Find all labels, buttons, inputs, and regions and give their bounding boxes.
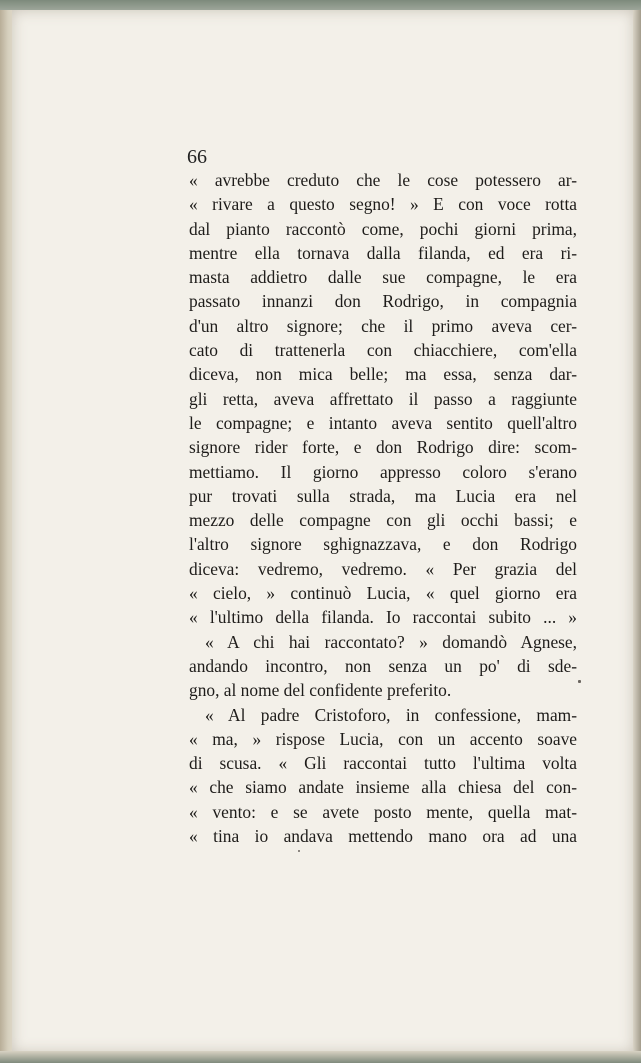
text-line: le compagne; e intanto aveva sentito quell'altro <box>189 412 577 433</box>
text-line: diceva, non mica belle; ma essa, senza dar- <box>189 364 577 385</box>
text-line: di scusa. « Gli raccontai tutto l'ultima volta <box>189 753 577 774</box>
paper-speck <box>298 850 300 852</box>
text-line: mentre ella tornava dalla filanda, ed era ri- <box>189 242 577 263</box>
text-line: « vento: e se avete posto mente, quella mat- <box>189 801 577 822</box>
text-line: « A chi hai raccontato? » domandò Agnese, <box>205 631 577 652</box>
text-line: l'altro signore sghignazzava, e don Rodrigo <box>189 534 577 555</box>
text-line: diceva: vedremo, vedremo. « Per grazia del <box>189 558 577 579</box>
text-line: « che siamo andate insieme alla chiesa del con- <box>189 777 577 798</box>
text-line: mezzo delle compagne con gli occhi bassi; e <box>189 510 577 531</box>
text-line: « avrebbe creduto che le cose potessero ar- <box>189 170 577 190</box>
page-number: 66 <box>187 146 207 168</box>
text-line: dal pianto raccontò come, pochi giorni prima, <box>189 218 577 239</box>
text-line: d'un altro signore; che il primo aveva cer- <box>189 315 577 336</box>
text-line: pur trovati sulla strada, ma Lucia era nel <box>189 485 577 506</box>
text-line: « l'ultimo della filanda. Io raccontai subito ... » <box>189 607 577 628</box>
text-line: « rivare a questo segno! » E con voce rotta <box>189 194 577 215</box>
page-edge-bottom <box>0 1051 641 1063</box>
page-edge-right <box>633 10 641 1063</box>
paper-speck <box>578 680 581 683</box>
text-line: « cielo, » continuò Lucia, « quel giorno era <box>189 583 577 604</box>
text-line: gno, al nome del confidente preferito. <box>189 680 452 701</box>
text-line: signore rider forte, e don Rodrigo dire: scom- <box>189 437 577 458</box>
text-line: cato di trattenerla con chiacchiere, com'ella <box>189 340 577 361</box>
text-line: andando incontro, non senza un po' di sde- <box>189 655 577 676</box>
text-line: « Al padre Cristoforo, in confessione, mam- <box>205 704 577 725</box>
text-line: gli retta, aveva affrettato il passo a raggiunte <box>189 388 577 409</box>
text-line: « ma, » rispose Lucia, con un accento soave <box>189 728 577 749</box>
body-text <box>189 168 577 848</box>
text-line: masta addietro dalle sue compagne, le era <box>189 267 577 288</box>
text-line: mettiamo. Il giorno appresso coloro s'erano <box>189 461 577 482</box>
text-line: « tina io andava mettendo mano ora ad una <box>189 826 577 847</box>
text-line: passato innanzi don Rodrigo, in compagnia <box>189 291 577 312</box>
